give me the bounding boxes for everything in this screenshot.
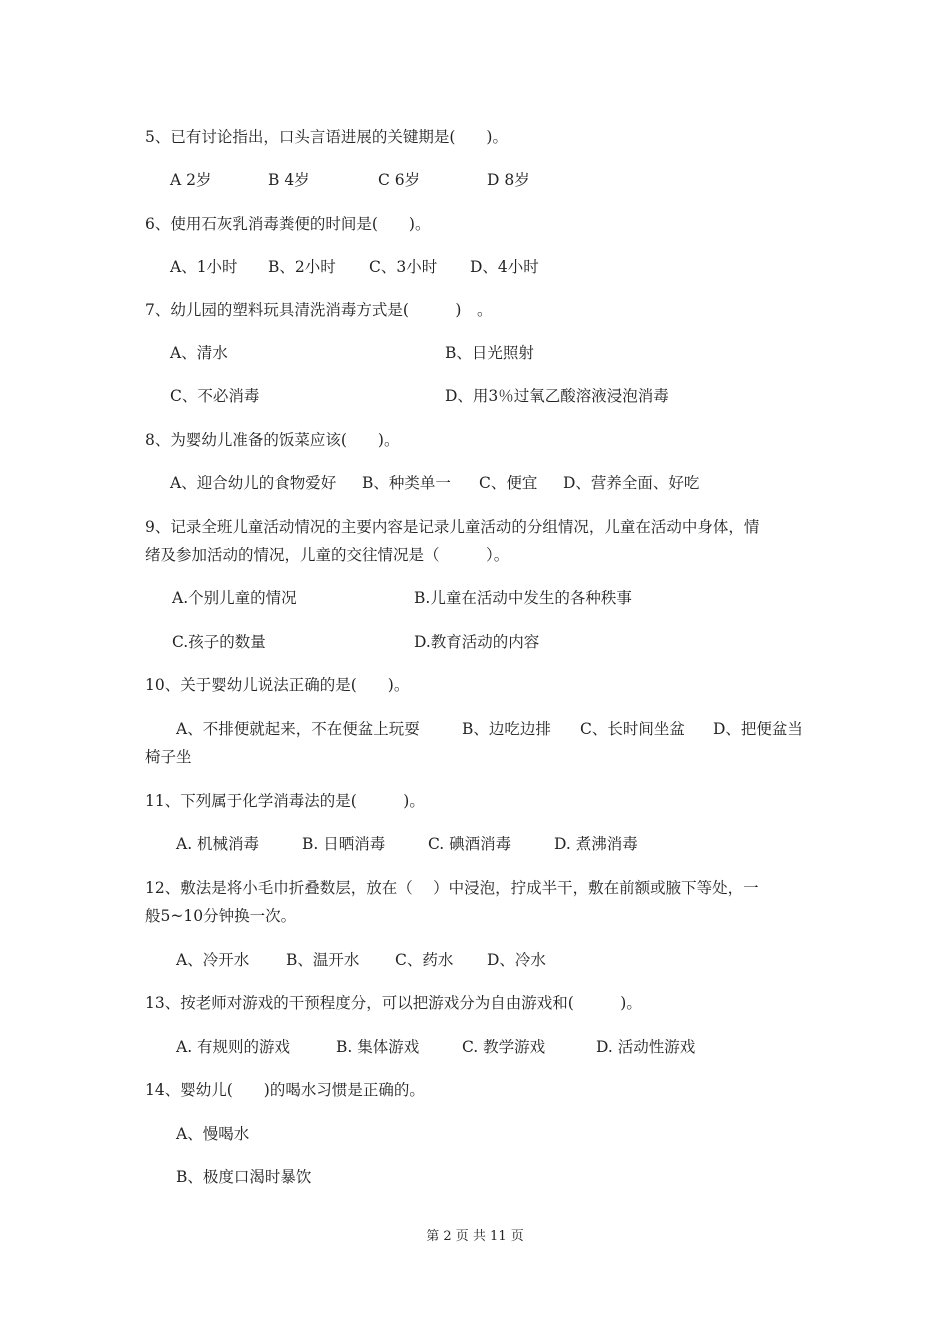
question-9-option-a: A.个别儿童的情况 [172, 589, 297, 607]
question-10-stem: 10、关于婴幼儿说法正确的是( )。 [145, 676, 410, 694]
question-7-option-c: C、不必消毒 [170, 387, 260, 405]
question-5-stem: 5、已有讨论指出，口头言语进展的关键期是( )。 [145, 128, 508, 146]
question-6-stem: 6、使用石灰乳消毒粪便的时间是( )。 [145, 215, 431, 233]
question-11-option-c: C. 碘酒消毒 [428, 835, 512, 853]
question-8-option-a: A、迎合幼儿的食物爱好 [170, 474, 337, 492]
question-5-option-d: D 8岁 [487, 171, 530, 189]
question-14-option-a: A、慢喝水 [176, 1125, 250, 1143]
question-7-option-d: D、用3％过氧乙酸溶液浸泡消毒 [445, 387, 669, 405]
question-9-option-c: C.孩子的数量 [172, 633, 266, 651]
question-11-option-d: D. 煮沸消毒 [554, 835, 638, 853]
question-5-option-a: A 2岁 [170, 171, 212, 189]
question-10-option-d-cont: 椅子坐 [145, 748, 192, 766]
question-9-option-d: D.教育活动的内容 [414, 633, 540, 651]
question-10-option-a: A、不排便就起来，不在便盆上玩耍 [176, 720, 420, 738]
question-6-option-c: C、3小时 [369, 258, 438, 276]
question-8-stem: 8、为婴幼儿准备的饭菜应该( )。 [145, 431, 400, 449]
question-13-option-d: D. 活动性游戏 [596, 1038, 696, 1056]
question-10-option-b: B、边吃边排 [462, 720, 551, 738]
question-12-option-c: C、药水 [395, 951, 454, 969]
question-12-stem-line-1: 12、敷法是将小毛巾折叠数层，放在（ ）中浸泡，拧成半干，敷在前额或腋下等处，一 [145, 879, 759, 897]
question-11-stem: 11、下列属于化学消毒法的是( )。 [145, 792, 425, 810]
question-9-stem-line-1: 9、记录全班儿童活动情况的主要内容是记录儿童活动的分组情况，儿童在活动中身体，情 [145, 518, 760, 536]
question-5-option-b: B 4岁 [268, 171, 310, 189]
question-14-stem: 14、婴幼儿( )的喝水习惯是正确的。 [145, 1081, 425, 1099]
question-12-stem-line-2: 般5~10分钟换一次。 [145, 907, 297, 925]
question-7-option-a: A、清水 [170, 344, 228, 362]
question-9-option-b: B.儿童在活动中发生的各种秩事 [414, 589, 632, 607]
question-12-option-d: D、冷水 [487, 951, 546, 969]
question-8-option-b: B、种类单一 [362, 474, 451, 492]
question-9-stem-line-2: 绪及参加活动的情况，儿童的交往情况是（ ）。 [145, 546, 510, 564]
question-7-option-b: B、日光照射 [445, 344, 534, 362]
question-11-option-a: A. 机械消毒 [176, 835, 260, 853]
question-6-option-a: A、1小时 [170, 258, 238, 276]
question-8-option-c: C、便宜 [479, 474, 538, 492]
question-14-option-b: B、极度口渴时暴饮 [176, 1168, 312, 1186]
question-7-stem: 7、幼儿园的塑料玩具清洗消毒方式是( ) 。 [145, 301, 493, 319]
question-12-option-a: A、冷开水 [176, 951, 250, 969]
page-footer: 第 2 页 共 11 页 [426, 1229, 524, 1244]
question-10-option-c: C、长时间坐盆 [580, 720, 685, 738]
question-8-option-d: D、营养全面、好吃 [563, 474, 700, 492]
question-13-stem: 13、按老师对游戏的干预程度分，可以把游戏分为自由游戏和( )。 [145, 994, 642, 1012]
question-10-option-d: D、把便盆当 [713, 720, 803, 738]
question-13-option-c: C. 教学游戏 [462, 1038, 546, 1056]
question-11-option-b: B. 日晒消毒 [302, 835, 386, 853]
question-6-option-d: D、4小时 [470, 258, 539, 276]
question-13-option-b: B. 集体游戏 [336, 1038, 420, 1056]
question-6-option-b: B、2小时 [268, 258, 336, 276]
question-13-option-a: A. 有规则的游戏 [176, 1038, 291, 1056]
question-12-option-b: B、温开水 [286, 951, 360, 969]
question-5-option-c: C 6岁 [378, 171, 421, 189]
